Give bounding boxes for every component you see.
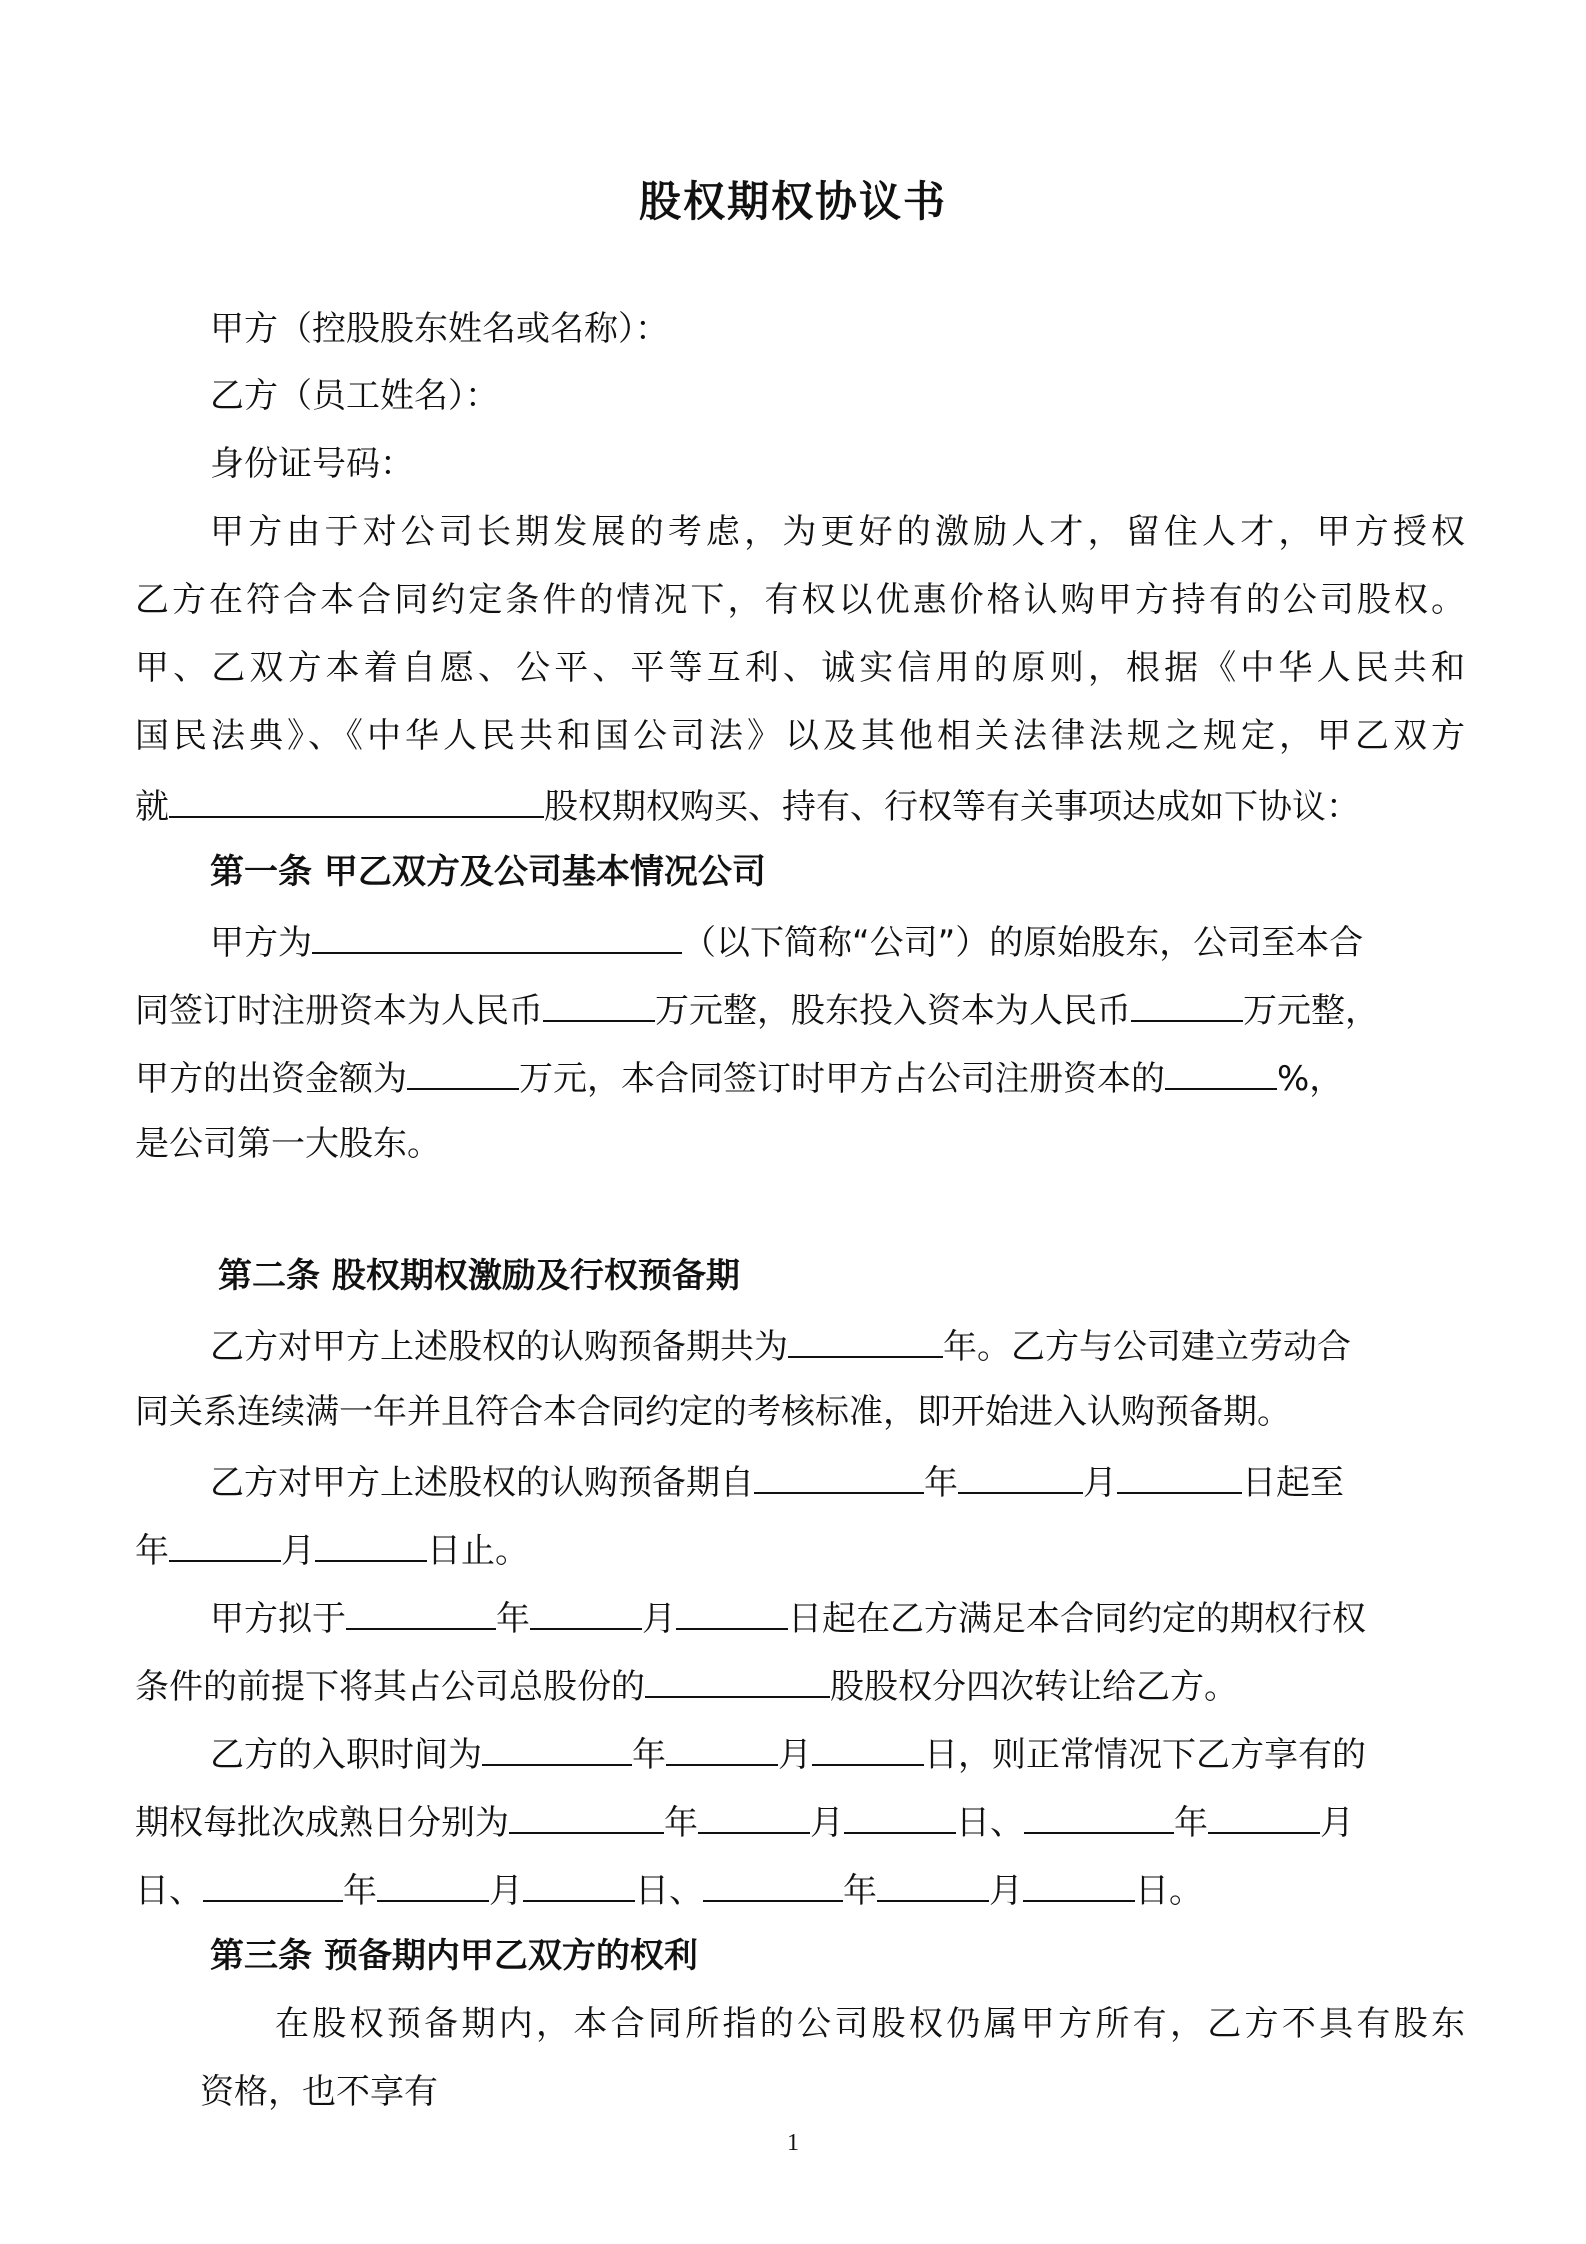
document-title: 股权期权协议书 [638,177,947,226]
article-text: 甲方拟于 [210,1599,346,1639]
date-blank [482,1728,632,1766]
date-blank [958,1456,1083,1494]
article-text: 日起在乙方满足本合同约定的期权行权 [788,1599,1366,1639]
article-2-line-6 [135,1660,1465,1711]
period-years-blank [788,1320,943,1358]
article-text: 月 [489,1871,523,1911]
article-text: 年 [924,1463,958,1503]
article-text: 年 [632,1735,666,1775]
article-text: 月 [810,1803,844,1843]
date-blank [377,1864,489,1902]
party-b-field-label: 乙方（员工姓名）： [210,376,499,416]
article-2-line-2: 同关系连续满一年并且符合本合同约定的考核标准，即开始进入认购预备期。 [135,1392,1291,1432]
date-blank [315,1524,427,1562]
article-text: 月 [281,1531,315,1571]
article-text: 日、 [135,1871,203,1911]
invested-capital-blank [1131,984,1243,1022]
article-1-line-3 [135,1052,1465,1103]
article-text: 年 [664,1803,698,1843]
article-text: 日、 [635,1871,703,1911]
preamble-line-5 [135,780,1465,831]
date-blank [812,1728,924,1766]
article-text: 乙方的入职时间为 [210,1735,482,1775]
date-blank [523,1864,635,1902]
article-3-line-1: 在股权预备期内，本合同所指的公司股权仍属甲方所有，乙方不具有股东 [275,2004,1465,2044]
article-text: 日。 [1135,1871,1203,1911]
article-text: 月 [1320,1803,1354,1843]
preamble-line-1: 甲方由于对公司长期发展的考虑，为更好的激励人才，留住人才，甲方授权 [210,512,1465,552]
article-text: 年 [343,1871,377,1911]
article-text: 日，则正常情况下乙方享有的 [924,1735,1366,1775]
article-2-line-7 [210,1728,1540,1779]
contribution-amount-blank [407,1052,519,1090]
company-name-blank [312,916,682,954]
page-number: 1 [787,2130,799,2156]
article-2-line-1 [210,1320,1540,1371]
article-text: 月 [642,1599,676,1639]
article-text: 年 [496,1599,530,1639]
party-a-field-label: 甲方（控股股东姓名或名称）： [210,309,669,349]
date-blank [703,1864,843,1902]
article-text: 日起至 [1242,1463,1344,1503]
article-text: 乙方对甲方上述股权的认购预备期共为 [210,1327,788,1367]
article-1-line-4: 是公司第一大股东。 [135,1124,441,1164]
date-blank [169,1524,281,1562]
id-number-field-label: 身份证号码： [210,444,414,484]
article-text: 日止。 [427,1531,529,1571]
article-text: 条件的前提下将其占公司总股份的 [135,1667,645,1707]
article-text: 万元整，股东投入资本为人民币 [655,991,1131,1031]
date-blank [1023,1864,1135,1902]
article-text: 股股权分四次转让给乙方。 [830,1667,1238,1707]
date-blank [666,1728,778,1766]
article-3-heading: 第三条 预备期内甲乙双方的权利 [210,1936,698,1976]
date-blank [203,1864,343,1902]
registered-capital-blank [543,984,655,1022]
share-blank [645,1660,830,1698]
date-blank [844,1796,956,1834]
article-text: 万元整， [1243,991,1379,1031]
preamble-text: 股权期权购买、持有、行权等有关事项达成如下协议： [544,787,1360,827]
article-text: 年 [1174,1803,1208,1843]
article-2-line-3 [210,1456,1540,1507]
article-text: 万元，本合同签订时甲方占公司注册资本的 [519,1059,1165,1099]
article-text: 甲方为 [210,923,312,963]
date-blank [877,1864,989,1902]
article-text: 年。乙方与公司建立劳动合 [943,1327,1351,1367]
article-text: 甲方的出资金额为 [135,1059,407,1099]
preamble-line-4: 国民法典》、《中华人民共和国公司法》以及其他相关法律法规之规定，甲乙双方 [135,716,1465,756]
article-text: 期权每批次成熟日分别为 [135,1803,509,1843]
article-1-heading: 第一条 甲乙双方及公司基本情况公司 [210,852,766,892]
article-text: 年 [135,1531,169,1571]
date-blank [509,1796,664,1834]
date-blank [1117,1456,1242,1494]
article-1-line-1 [210,916,1540,967]
article-text: 月 [989,1871,1023,1911]
article-text: 日、 [956,1803,1024,1843]
matter-blank [169,780,544,818]
article-text: 月 [778,1735,812,1775]
article-text: 同签订时注册资本为人民币 [135,991,543,1031]
preamble-text: 就 [135,787,169,827]
preamble-line-2: 乙方在符合本合同约定条件的情况下，有权以优惠价格认购甲方持有的公司股权。 [135,580,1465,620]
article-2-line-9 [135,1864,1465,1915]
article-2-line-8 [135,1796,1465,1847]
date-blank [1208,1796,1320,1834]
article-3-line-2: 资格，也不享有 [200,2072,438,2112]
article-text: 月 [1083,1463,1117,1503]
article-text: %， [1277,1059,1344,1099]
date-blank [754,1456,924,1494]
article-2-heading: 第二条 股权期权激励及行权预备期 [218,1256,740,1296]
share-percent-blank [1165,1052,1277,1090]
article-2-line-4 [135,1524,1465,1575]
date-blank [676,1592,788,1630]
date-blank [698,1796,810,1834]
date-blank [530,1592,642,1630]
article-2-line-5 [210,1592,1540,1643]
date-blank [346,1592,496,1630]
date-blank [1024,1796,1174,1834]
article-1-line-2 [135,984,1465,1035]
article-text: （以下简称“公司”）的原始股东，公司至本合 [682,923,1364,963]
article-text: 乙方对甲方上述股权的认购预备期自 [210,1463,754,1503]
preamble-line-3: 甲、乙双方本着自愿、公平、平等互利、诚实信用的原则，根据《中华人民共和 [135,648,1465,688]
article-text: 年 [843,1871,877,1911]
